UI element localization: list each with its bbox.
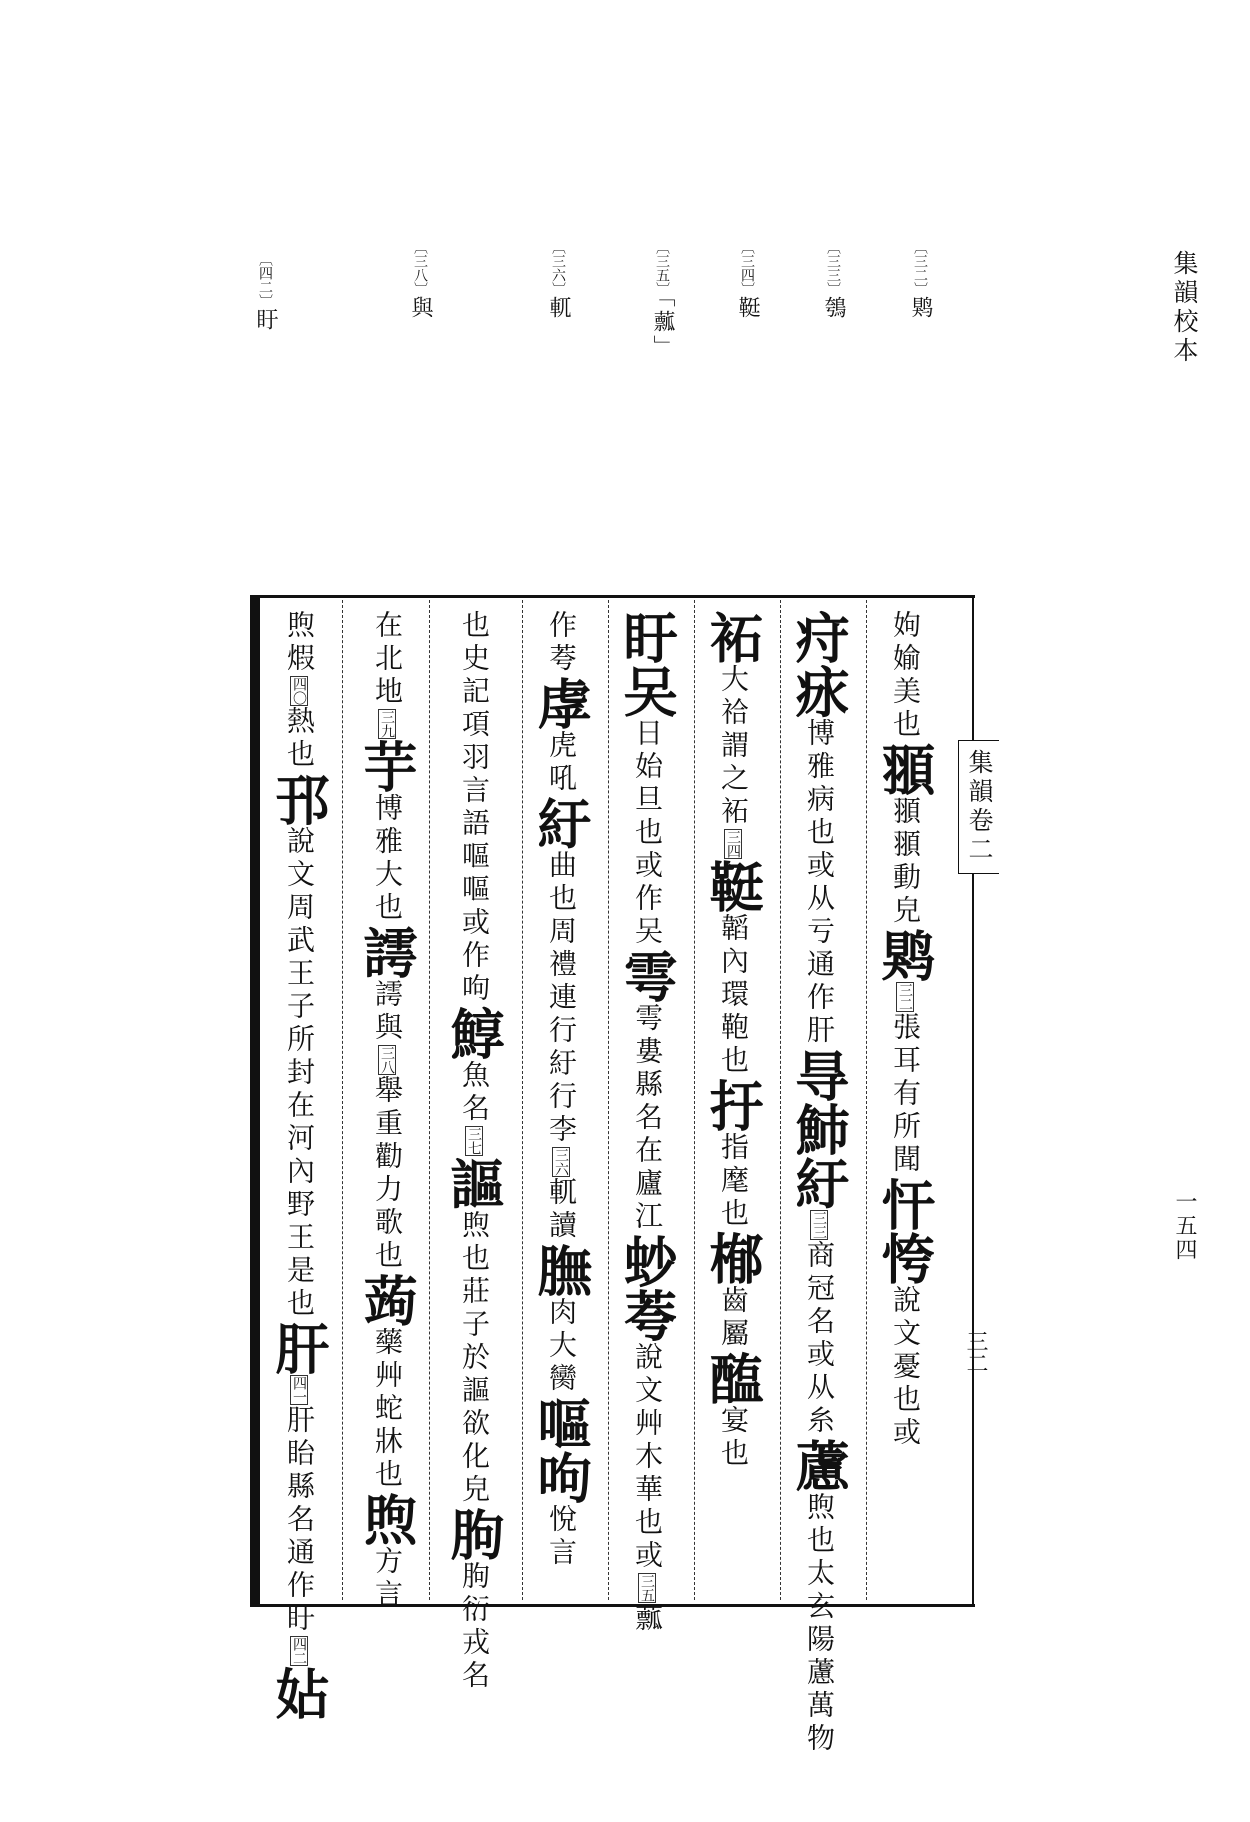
gloss-text: 說文憂也或 — [889, 1285, 922, 1450]
gloss-text: 也史記項羽言語嘔嘔或作呴 — [458, 610, 491, 1006]
gloss-text: 煦煆 — [283, 610, 316, 676]
headword: 恗 — [873, 1231, 937, 1285]
headword: 謣 — [355, 925, 419, 979]
gloss-text: 大祫謂之袥 — [717, 664, 750, 829]
text-column — [615, 610, 679, 1636]
text-column — [442, 610, 506, 1693]
gloss-text: 說文艸木華也或 — [631, 1342, 664, 1573]
gloss-text: 作荂 — [545, 610, 578, 676]
note-text: 盱 — [253, 308, 278, 333]
gloss-text: 朐衍戎名 — [458, 1561, 491, 1693]
gloss-text: 商冠名或从糸 — [803, 1240, 836, 1438]
gloss-text: 姁媮美也 — [889, 610, 922, 742]
column-divider — [342, 600, 343, 1600]
note-marker: 〔三六〕 — [550, 240, 566, 296]
gloss-text: 博雅大也 — [371, 793, 404, 925]
collation-note — [250, 252, 281, 333]
collation-note — [543, 240, 574, 321]
gloss-text: 方言 — [371, 1546, 404, 1612]
gloss-text: 虎吼 — [545, 730, 578, 796]
note-marker: 〔三三〕 — [825, 240, 841, 296]
page-number: 一五四 — [1172, 1190, 1197, 1262]
headword: 䴗 — [873, 928, 937, 982]
note-text: 「䕯」 — [650, 296, 675, 360]
collation-note — [405, 240, 436, 321]
gloss-text: 熱也 — [283, 706, 316, 772]
headword: 㚲 — [267, 1666, 331, 1720]
gloss-text: 說文周武王子所封在河內野王是也 — [283, 826, 316, 1321]
gloss-text: 肝眙縣名通作盱 — [283, 1405, 316, 1636]
headword: 䰽 — [787, 1102, 851, 1156]
note-text: 與 — [408, 296, 433, 321]
gloss-text: 頨頨動皃 — [889, 796, 922, 928]
gloss-text: 肉大臠 — [545, 1297, 578, 1396]
gloss-text: 博雅病也或从亏通作肝 — [803, 718, 836, 1048]
headword: 紆 — [787, 1156, 851, 1210]
headword: 呴 — [529, 1450, 593, 1504]
gloss-text: 指麾也 — [717, 1132, 750, 1231]
note-text: 鴮 — [821, 296, 846, 321]
headword: 虖 — [529, 676, 593, 730]
headword: 㮋 — [701, 1231, 765, 1285]
headword: 謳 — [442, 1156, 506, 1210]
note-text: 䴗 — [908, 296, 933, 321]
text-column — [873, 610, 937, 1450]
note-marker: 三九 — [379, 710, 395, 738]
column-divider — [780, 600, 781, 1600]
collation-note — [732, 240, 763, 321]
note-marker: 〔三四〕 — [739, 240, 755, 296]
headword: 朐 — [442, 1507, 506, 1561]
headword: 芋 — [355, 739, 419, 793]
note-marker: 四〇 — [291, 677, 307, 705]
gloss-text: 悅言 — [545, 1504, 578, 1570]
gloss-text: 軏讀 — [545, 1177, 578, 1243]
column-divider — [866, 600, 867, 1600]
collation-note — [818, 240, 849, 321]
gloss-text: 藥艸蛇牀也 — [371, 1327, 404, 1492]
note-marker: 三四 — [725, 830, 741, 858]
headword: 㝵 — [787, 1048, 851, 1102]
note-marker: 四二 — [291, 1637, 307, 1665]
gloss-text: 張耳有所聞 — [889, 1012, 922, 1177]
headword: 膴 — [529, 1243, 593, 1297]
gloss-text: 舉重勸力歌也 — [371, 1075, 404, 1273]
note-marker: 〔三五〕 — [654, 240, 670, 296]
note-marker: 三七 — [466, 1127, 482, 1155]
headword: 邘 — [267, 772, 331, 826]
gloss-text: 宴也 — [717, 1405, 750, 1471]
column-divider — [608, 600, 609, 1600]
gloss-text: 韜內環鞄也 — [717, 913, 750, 1078]
text-column — [787, 610, 851, 1756]
headword: 嘔 — [529, 1396, 593, 1450]
headword: 蒟 — [355, 1273, 419, 1327]
text-column — [529, 610, 593, 1570]
note-marker: 三二 — [897, 983, 913, 1011]
book-title: 集韻校本 — [1170, 250, 1199, 366]
note-marker: 〔三八〕 — [412, 240, 428, 296]
headword: 忓 — [873, 1177, 937, 1231]
headword: 紆 — [529, 796, 593, 850]
headword: 㕦 — [615, 664, 679, 718]
note-marker: 三五 — [639, 1574, 655, 1602]
text-column — [355, 610, 419, 1612]
note-marker: 四一 — [291, 1376, 307, 1404]
gloss-text: 煦也莊子於謳欲化皃 — [458, 1210, 491, 1507]
headword: 荂 — [615, 1288, 679, 1342]
column-divider — [522, 600, 523, 1600]
gloss-text: 雩婁縣名在廬江 — [631, 1003, 664, 1234]
headword: 扜 — [701, 1078, 765, 1132]
headword: 䖢 — [615, 1234, 679, 1288]
headword: 㽷 — [787, 664, 851, 718]
gloss-text: 齒屬 — [717, 1285, 750, 1351]
headword: 煦 — [355, 1492, 419, 1546]
headword: 袥 — [701, 610, 765, 664]
note-marker: 三八 — [379, 1046, 395, 1074]
headword: 肝 — [267, 1321, 331, 1375]
gloss-text: 煦也太玄陽藘萬物 — [803, 1492, 836, 1756]
headword: 頨 — [873, 742, 937, 796]
collation-note — [905, 240, 936, 321]
note-text: 䩠 — [735, 296, 760, 321]
gloss-text: 在北地 — [371, 610, 404, 709]
column-divider — [694, 600, 695, 1600]
headword: 鯙 — [442, 1006, 506, 1060]
note-marker: 〔三二〕 — [912, 240, 928, 296]
column-divider — [429, 600, 430, 1600]
fish-tail-banner: 集韻卷二 — [958, 740, 999, 874]
gloss-text: 謣與 — [371, 979, 404, 1045]
note-marker: 三三 — [811, 1211, 827, 1239]
headword: 䩠 — [701, 859, 765, 913]
gloss-text: 䕯 — [631, 1603, 664, 1636]
folio-number: 三二 — [963, 1330, 988, 1374]
note-marker: 三六 — [553, 1148, 569, 1176]
gloss-text: 日始旦也或作㕦 — [631, 718, 664, 949]
headword: 盱 — [615, 610, 679, 664]
text-column — [701, 610, 765, 1471]
headword: 醢 — [701, 1351, 765, 1405]
collation-note — [647, 240, 678, 360]
headword: 藘 — [787, 1438, 851, 1492]
gloss-text: 魚名 — [458, 1060, 491, 1126]
headword: 疛 — [787, 610, 851, 664]
text-column — [267, 610, 331, 1720]
gloss-text: 曲也周禮連行紆行李 — [545, 850, 578, 1147]
note-text: 軏 — [546, 296, 571, 321]
note-marker: 〔四二〕 — [257, 252, 273, 308]
headword: 雩 — [615, 949, 679, 1003]
